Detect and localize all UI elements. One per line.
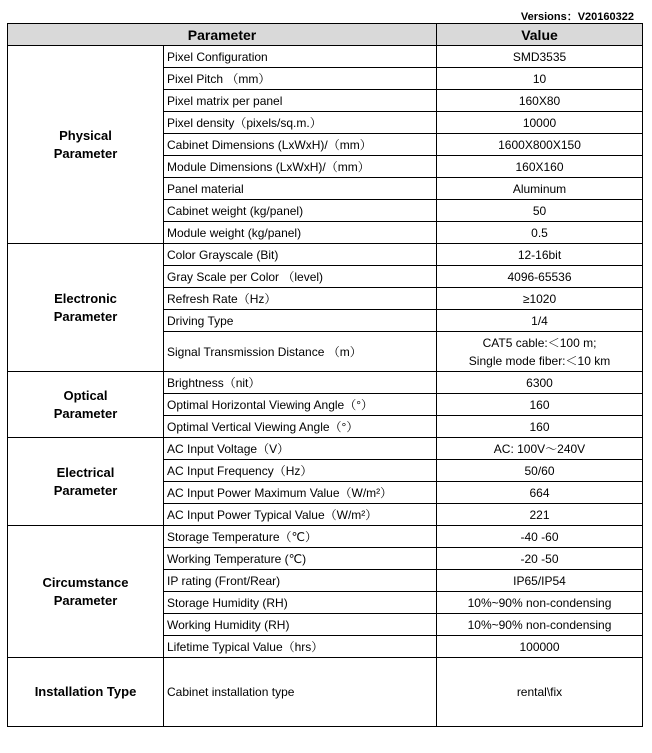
param-value: 0.5 bbox=[437, 222, 643, 244]
param-name: Optimal Vertical Viewing Angle（°） bbox=[164, 416, 437, 438]
param-value: ≥1020 bbox=[437, 288, 643, 310]
param-value: 10 bbox=[437, 68, 643, 90]
param-name: AC Input Frequency（Hz） bbox=[164, 460, 437, 482]
param-value: 664 bbox=[437, 482, 643, 504]
header-parameter: Parameter bbox=[8, 24, 437, 46]
param-name: Pixel Pitch （mm） bbox=[164, 68, 437, 90]
param-value: 6300 bbox=[437, 372, 643, 394]
param-value: IP65/IP54 bbox=[437, 570, 643, 592]
category-optical: Optical Parameter bbox=[8, 372, 164, 438]
param-value: SMD3535 bbox=[437, 46, 643, 68]
param-name: Storage Temperature（℃） bbox=[164, 526, 437, 548]
param-value: AC: 100V～240V bbox=[437, 438, 643, 460]
param-name: Color Grayscale (Bit) bbox=[164, 244, 437, 266]
header-value: Value bbox=[437, 24, 643, 46]
table-row bbox=[8, 244, 643, 266]
param-value bbox=[437, 332, 643, 372]
spec-table bbox=[7, 23, 643, 727]
param-name: Lifetime Typical Value（hrs） bbox=[164, 636, 437, 658]
param-name: AC Input Power Maximum Value（W/m²） bbox=[164, 482, 437, 504]
param-name: AC Input Power Typical Value（W/m²） bbox=[164, 504, 437, 526]
category-electronic: Electronic Parameter bbox=[8, 244, 164, 372]
param-name: Working Temperature (℃) bbox=[164, 548, 437, 570]
param-value: 160X80 bbox=[437, 90, 643, 112]
param-name: Module weight (kg/panel) bbox=[164, 222, 437, 244]
table-row bbox=[8, 46, 643, 68]
category-physical: Physical Parameter bbox=[8, 46, 164, 244]
param-name: Gray Scale per Color （level) bbox=[164, 266, 437, 288]
table-row bbox=[8, 658, 643, 727]
param-name: Panel material bbox=[164, 178, 437, 200]
param-value: -20 -50 bbox=[437, 548, 643, 570]
param-name: Optimal Horizontal Viewing Angle（°） bbox=[164, 394, 437, 416]
param-name: Refresh Rate（Hz） bbox=[164, 288, 437, 310]
param-name: Cabinet installation type bbox=[164, 658, 437, 727]
param-name: Pixel density（pixels/sq.m.） bbox=[164, 112, 437, 134]
param-name: IP rating (Front/Rear) bbox=[164, 570, 437, 592]
param-value: 50/60 bbox=[437, 460, 643, 482]
table-header-row bbox=[8, 24, 643, 46]
param-name: Driving Type bbox=[164, 310, 437, 332]
category-electrical: Electrical Parameter bbox=[8, 438, 164, 526]
value-line: Single mode fiber:＜10 km bbox=[468, 353, 611, 368]
param-name: Pixel matrix per panel bbox=[164, 90, 437, 112]
table-row bbox=[8, 438, 643, 460]
param-name: AC Input Voltage（V） bbox=[164, 438, 437, 460]
param-value: 10000 bbox=[437, 112, 643, 134]
param-name: Storage Humidity (RH) bbox=[164, 592, 437, 614]
param-value: 221 bbox=[437, 504, 643, 526]
param-name: Working Humidity (RH) bbox=[164, 614, 437, 636]
param-name: Pixel Configuration bbox=[164, 46, 437, 68]
param-value: 12-16bit bbox=[437, 244, 643, 266]
param-name: Cabinet Dimensions (LxWxH)/（mm） bbox=[164, 134, 437, 156]
param-value: 1/4 bbox=[437, 310, 643, 332]
param-value: 160 bbox=[437, 416, 643, 438]
param-value: 160X160 bbox=[437, 156, 643, 178]
param-value: 50 bbox=[437, 200, 643, 222]
param-name: Brightness（nit） bbox=[164, 372, 437, 394]
param-value: -40 -60 bbox=[437, 526, 643, 548]
param-name: Module Dimensions (LxWxH)/（mm） bbox=[164, 156, 437, 178]
param-value: Aluminum bbox=[437, 178, 643, 200]
value-line: CAT5 cable:＜100 m; bbox=[482, 335, 597, 350]
param-value: 100000 bbox=[437, 636, 643, 658]
param-value: 10%~90% non-condensing bbox=[437, 592, 643, 614]
param-value: rental\fix bbox=[437, 658, 643, 727]
param-value: 4096-65536 bbox=[437, 266, 643, 288]
category-circumstance: Circumstance Parameter bbox=[8, 526, 164, 658]
param-value: 160 bbox=[437, 394, 643, 416]
param-name: Cabinet weight (kg/panel) bbox=[164, 200, 437, 222]
param-name: Signal Transmission Distance （m） bbox=[164, 332, 437, 372]
param-value: 1600X800X150 bbox=[437, 134, 643, 156]
table-row bbox=[8, 372, 643, 394]
param-value: 10%~90% non-condensing bbox=[437, 614, 643, 636]
table-row bbox=[8, 526, 643, 548]
version-label: Versions：V20160322 bbox=[520, 11, 634, 23]
category-installation: Installation Type bbox=[8, 658, 164, 727]
